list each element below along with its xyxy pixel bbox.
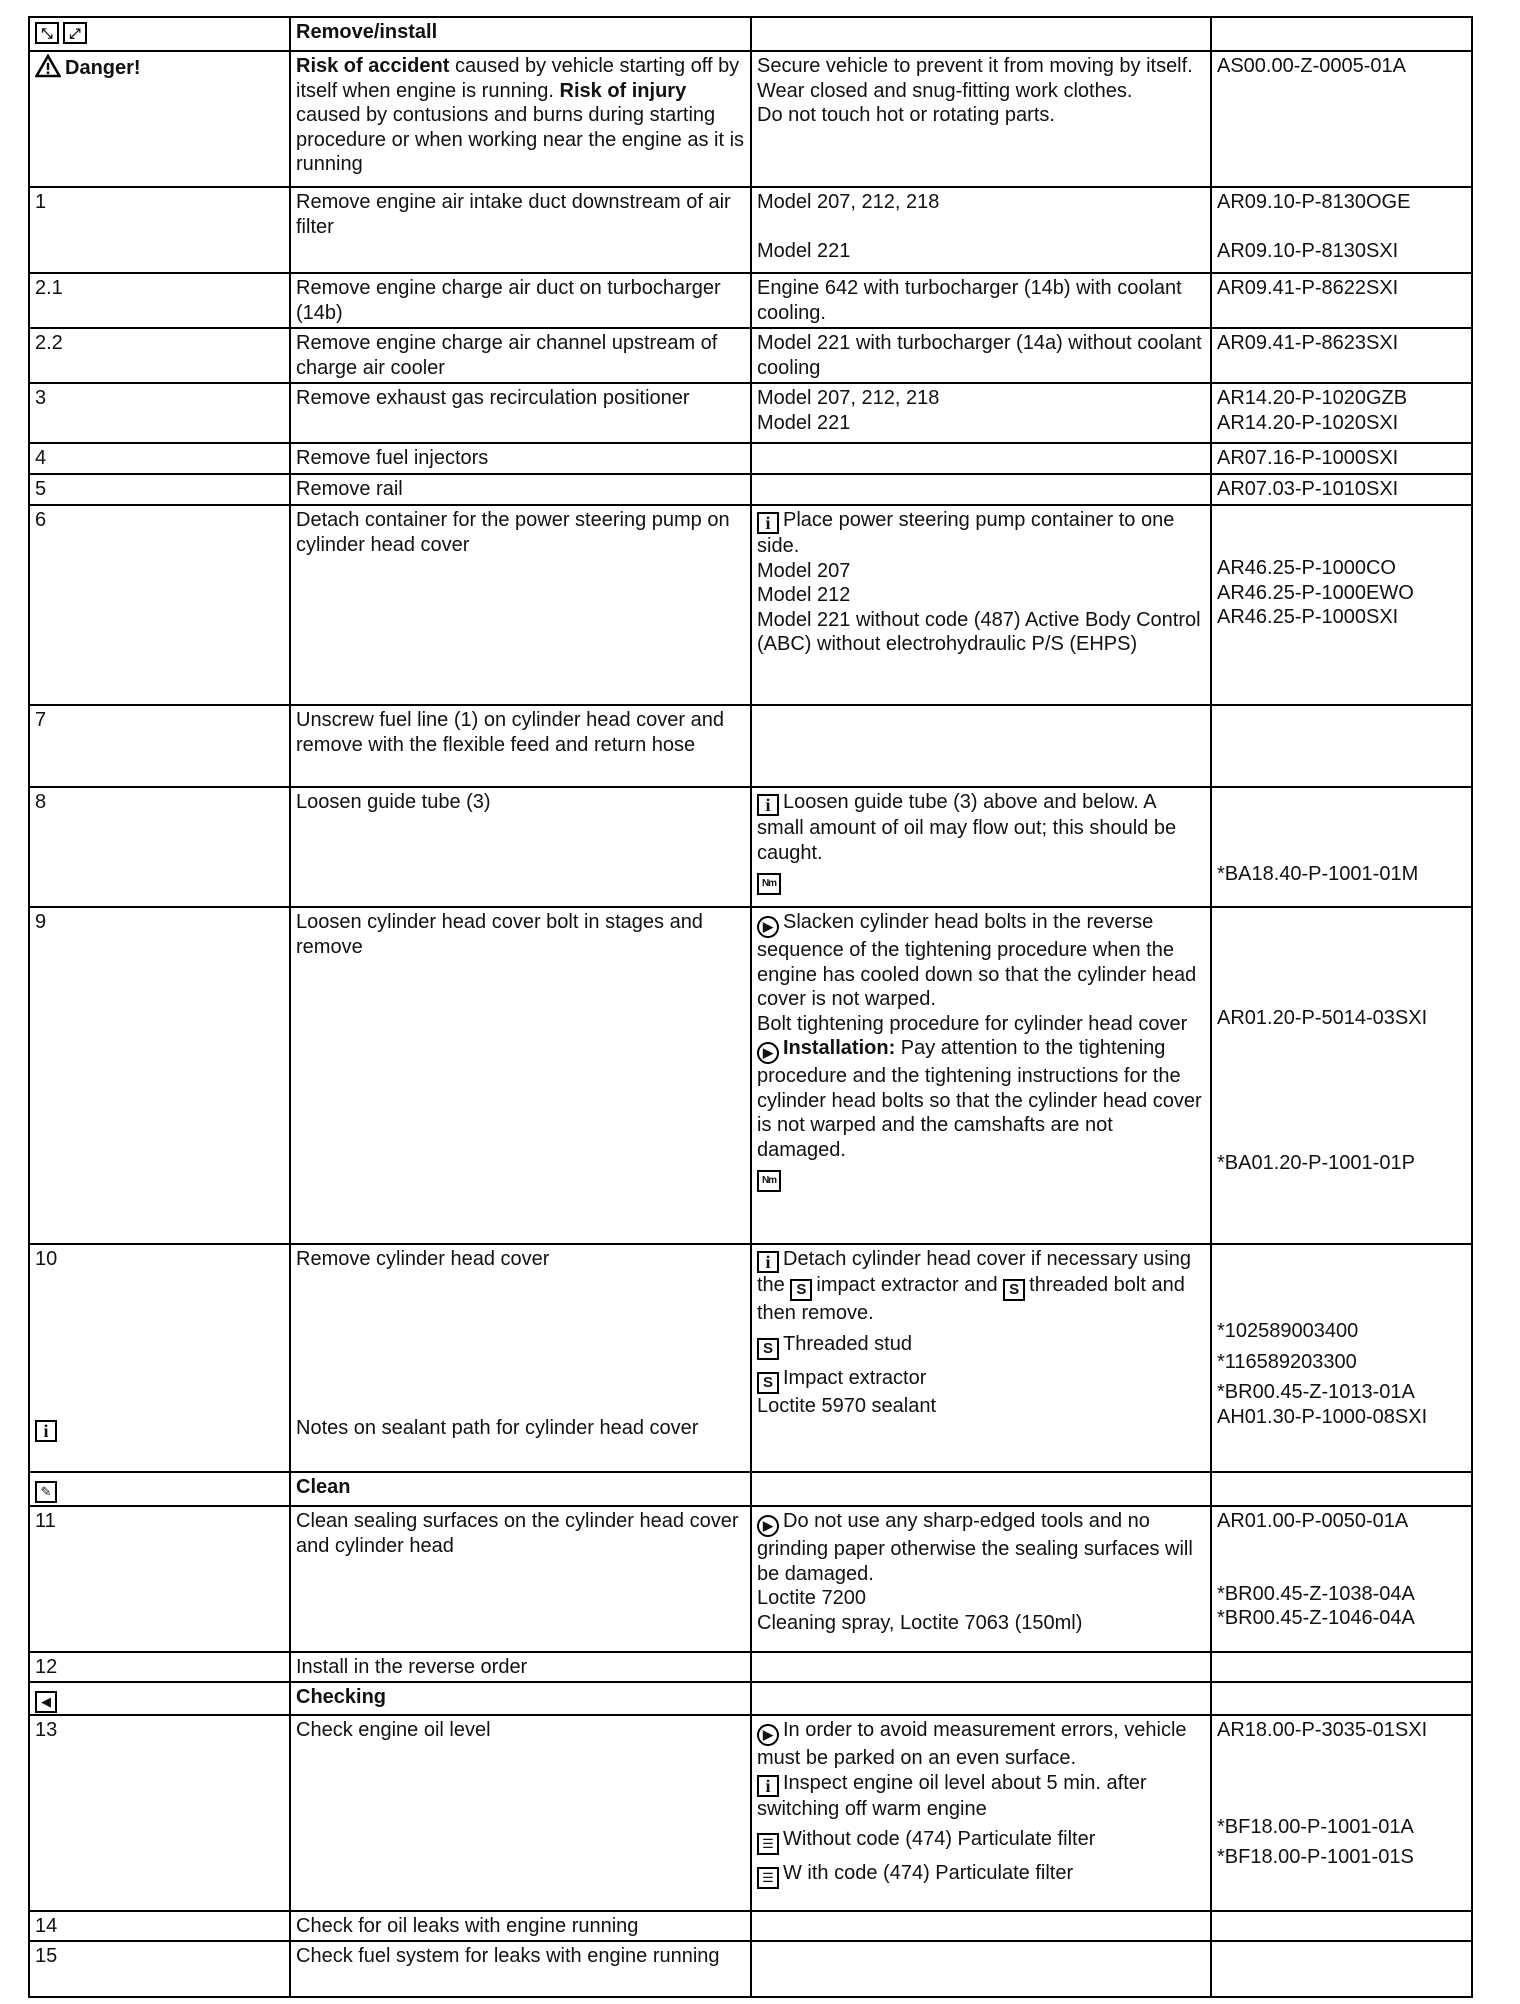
step-row: 10 i Remove cylinder head cover Notes on sealant path for cylinder head cover i Detach cylinder head cover if necessary using the S impact extractor and S threaded bolt and then remove. S Threaded stud S Impact extractor Loctite 5970 sealant *102589003400 *116589203300 *BR00.45-Z-1013-01A AH01.30-P-1000-08SXI [29,1244,1472,1472]
caution-icon: ▶ [757,1724,779,1746]
section-title: Clean [290,1472,751,1506]
step-row: 2.1 Remove engine charge air duct on turbocharger (14b) Engine 642 with turbocharger (14b) with coolant cooling. AR09.41-P-8622SXI [29,273,1472,328]
collapse-icon: ⤢ [63,22,87,44]
caution-icon: ▶ [757,916,779,938]
danger-ref: AS00.00-Z-0005-01A [1211,51,1472,187]
section-title: Checking [290,1682,751,1715]
info-icon: i [757,1251,779,1273]
step-row: 6 Detach container for the power steering pump on cylinder head cover i Place power steering pump container to one side. Model 207 Model 212 Model 221 without code (487) Active Body Control (ABC) without electrohydraulic P/S (EHPS) AR46.25-P-1000CO AR46.25-P-1000EWO AR46.25-P-1000SXI [29,505,1472,705]
step-row: 3 Remove exhaust gas recirculation positioner Model 207, 212, 218 Model 221 AR14.20-P-1020GZB AR14.20-P-1020SXI [29,383,1472,443]
section-title: Remove/install [290,17,751,51]
step-row: 13 Check engine oil level ▶ In order to avoid measurement errors, vehicle must be parked on an even surface. i Inspect engine oil level about 5 min. after switching off warm engine ☰ Without code (474) Particulate filter ☰ W ith code (474) Particulate filter AR18.00-P-3035-01SXI *BF18.00-P-1001-01A *BF18.00-P-1001-01S [29,1715,1472,1911]
step-row: 5 Remove rail AR07.03-P-1010SXI [29,474,1472,505]
special-tool-icon: S [790,1279,812,1301]
info-icon: i [35,1420,57,1442]
specification-icon: ☰ [757,1867,779,1889]
info-icon: i [757,794,779,816]
step-row: 12 Install in the reverse order [29,1652,1472,1682]
step-row: 8 Loosen guide tube (3) i Loosen guide tube (3) above and below. A small amount of oil may flow out; this should be caught. Nm *BA18.40-P-1001-01M [29,787,1472,907]
step-row: 2.2 Remove engine charge air channel upstream of charge air cooler Model 221 with turbocharger (14a) without coolant cooling AR09.41-P-8623SXI [29,328,1472,383]
step-row: 14 Check for oil leaks with engine running [29,1911,1472,1941]
step-row: 1 Remove engine air intake duct downstream of air filter Model 207, 212, 218 Model 221 AR09.10-P-8130OGE AR09.10-P-8130SXI [29,187,1472,273]
header-row [29,17,1472,51]
caution-icon: ▶ [757,1042,779,1064]
special-tool-icon: S [757,1372,779,1394]
caution-icon: ▶ [757,1515,779,1537]
header-icons [29,17,290,51]
section-row-clean [29,1472,1472,1506]
special-tool-icon: S [757,1338,779,1360]
warning-triangle-icon [35,54,61,85]
step-row: 7 Unscrew fuel line (1) on cylinder head cover and remove with the flexible feed and return hose [29,705,1472,787]
info-icon: i [757,512,779,534]
section-row-checking [29,1682,1472,1715]
special-tool-icon: S [1003,1279,1025,1301]
procedure-table [28,16,1473,1998]
step-row: 11 Clean sealing surfaces on the cylinder head cover and cylinder head ▶ Do not use any sharp-edged tools and no grinding paper otherwise the sealing surfaces will be damaged. Loctite 7200 Cleaning spray, Loctite 7063 (150ml) AR01.00-P-0050-01A *BR00.45-Z-1038-04A *BR00.45-Z-1046-04A [29,1506,1472,1652]
danger-label: Danger! [65,57,141,79]
expand-icon: ⤡ [35,22,59,44]
specification-icon: ☰ [757,1833,779,1855]
danger-row [29,51,1472,187]
danger-notes: Secure vehicle to prevent it from moving by itself. Wear closed and snug-fitting work clothes. Do not touch hot or rotating parts. [751,51,1211,187]
clean-icon: ✎ [35,1481,57,1503]
danger-text: Risk of accident caused by vehicle starting off by itself when engine is running. Risk of injury caused by contusions and burns during starting procedure or when working near the engine as it is running [290,51,751,187]
step-row: 15 Check fuel system for leaks with engine running [29,1941,1472,1997]
checking-icon: ◀ [35,1691,57,1713]
info-icon: i [757,1775,779,1797]
torque-nm-icon: Nm [757,1170,781,1192]
torque-nm-icon: Nm [757,873,781,895]
step-row: 4 Remove fuel injectors AR07.16-P-1000SXI [29,443,1472,474]
step-row: 9 Loosen cylinder head cover bolt in stages and remove ▶ Slacken cylinder head bolts in the reverse sequence of the tightening procedure when the engine has cooled down so that the cylinder head cover is not warped. Bolt tightening procedure for cylinder head cover ▶ Installation: Pay attention to the tightening procedure and the tightening instructions for the cylinder head bolts so that the cylinder head cover is not warped and the camshafts are not damaged. Nm AR01.20-P-5014-03SXI *BA01.20-P-1001-01P [29,907,1472,1244]
